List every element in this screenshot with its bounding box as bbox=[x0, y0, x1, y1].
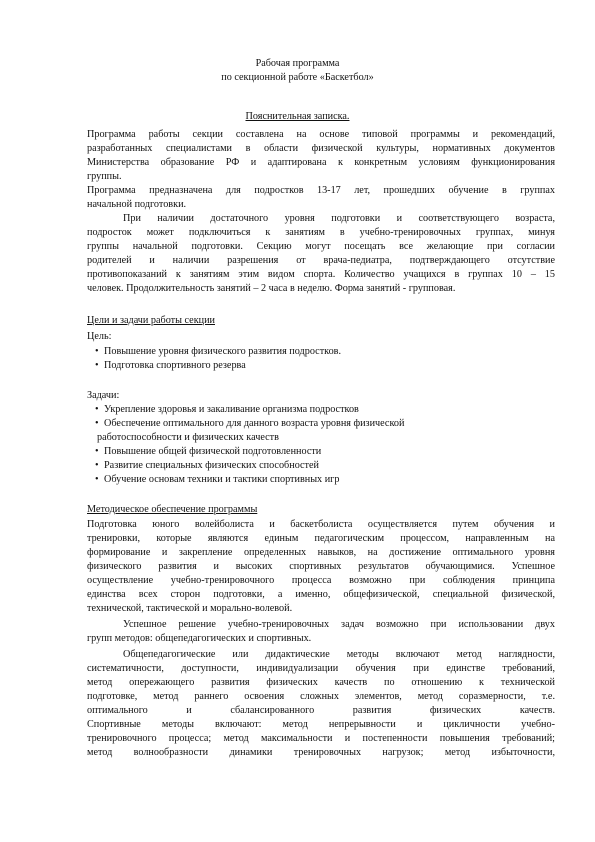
list-item: • Укрепление здоровья и закаливание организма подростков bbox=[95, 403, 495, 417]
list-item: • Развитие специальных физических способностей bbox=[95, 459, 495, 473]
goal-label: Цель: bbox=[87, 331, 112, 342]
list-item: • Обучение основам техники и тактики спортивных игр bbox=[95, 473, 495, 487]
task-item-continuation: работоспособности и физических качеств bbox=[97, 432, 279, 443]
explanatory-paragraph-1: Программа работы секции составлена на основе типовой программы и рекомендаций, разработанных специалистами в области физической культуры, нормативных документов Министерства образование РФ и адаптирована к конкретным условиям функционирования группы. bbox=[87, 129, 555, 182]
explanatory-paragraph-3: При наличии достаточного уровня подготовки и соответствующего возраста, подросток может подключиться к занятиям в учебно-тренировочных группах, минуя группы начальной подготовки. Секцию могут посещать все желающие при согласии родителей и наличии разрешения от врача-педиатра, подтверждающего отсутствие противопоказаний к занятиям этим видом спорта. Количество учащихся в группах 10 – 15 человек. Продолжительность занятий – 2 часа в неделю. Форма занятий - групповая. bbox=[87, 213, 555, 294]
list-item: • Повышение уровня физического развития подростков. bbox=[95, 345, 495, 359]
title-line-2: по секционной работе «Баскетбол» bbox=[221, 72, 374, 83]
methods-paragraph-2: Успешное решение учебно-тренировочных задач возможно при использовании двух групп методов: общепедагогических и спортивных. bbox=[87, 619, 555, 644]
explanatory-heading: Пояснительная записка. bbox=[245, 111, 350, 122]
explanatory-paragraph-2: Программа предназначена для подростков 13-17 лет, прошедших обучение в группах начальной подготовки. bbox=[87, 185, 555, 210]
title-line-1: Рабочая программа bbox=[255, 58, 340, 69]
list-item: • Обеспечение оптимального для данного возраста уровня физической bbox=[95, 417, 495, 431]
tasks-label: Задачи: bbox=[87, 390, 120, 401]
document-title bbox=[0, 57, 595, 85]
list-item: • Подготовка спортивного резерва bbox=[95, 359, 495, 373]
list-item: • Повышение общей физической подготовленности bbox=[95, 445, 495, 459]
task-list-part-2 bbox=[95, 445, 495, 487]
goals-heading: Цели и задачи работы секции bbox=[87, 315, 215, 326]
goal-list bbox=[95, 345, 495, 373]
methods-paragraph-3: Общепедагогические или дидактические методы включают метод наглядности, систематичности, доступности, индивидуализации обучения при единстве требований, метод опережающего развития физических качеств по отношению к технической подготовке, метод раннего освоения сложных элементов, метод соразмерности, т.е. оптимального и сбалансированного развития физических качеств. Спортивные методы включают: метод непрерывности и цикличности учебно- тренировочного процесса; метод максимальности и постепенности повышения требований; метод волнообразности динамики тренировочных нагрузок; метод избыточности, bbox=[87, 649, 555, 758]
methods-heading: Методическое обеспечение программы bbox=[87, 504, 258, 515]
task-list-part-1 bbox=[95, 403, 495, 431]
methods-paragraph-1: Подготовка юного волейболиста и баскетболиста осуществляется путем обучения и тренировки, которые являются единым педагогическим процессом, направленным на формирование и закрепление определенных навыков, на достижение оптимального уровня физического развития и высоких спортивных результатов обучающимися. Успешное осуществление учебно-тренировочного процесса возможно при соблюдения принципа единства всех сторон подготовки, а именно, общефизической, специальной физической, технической, тактической и морально-волевой. bbox=[87, 519, 555, 614]
